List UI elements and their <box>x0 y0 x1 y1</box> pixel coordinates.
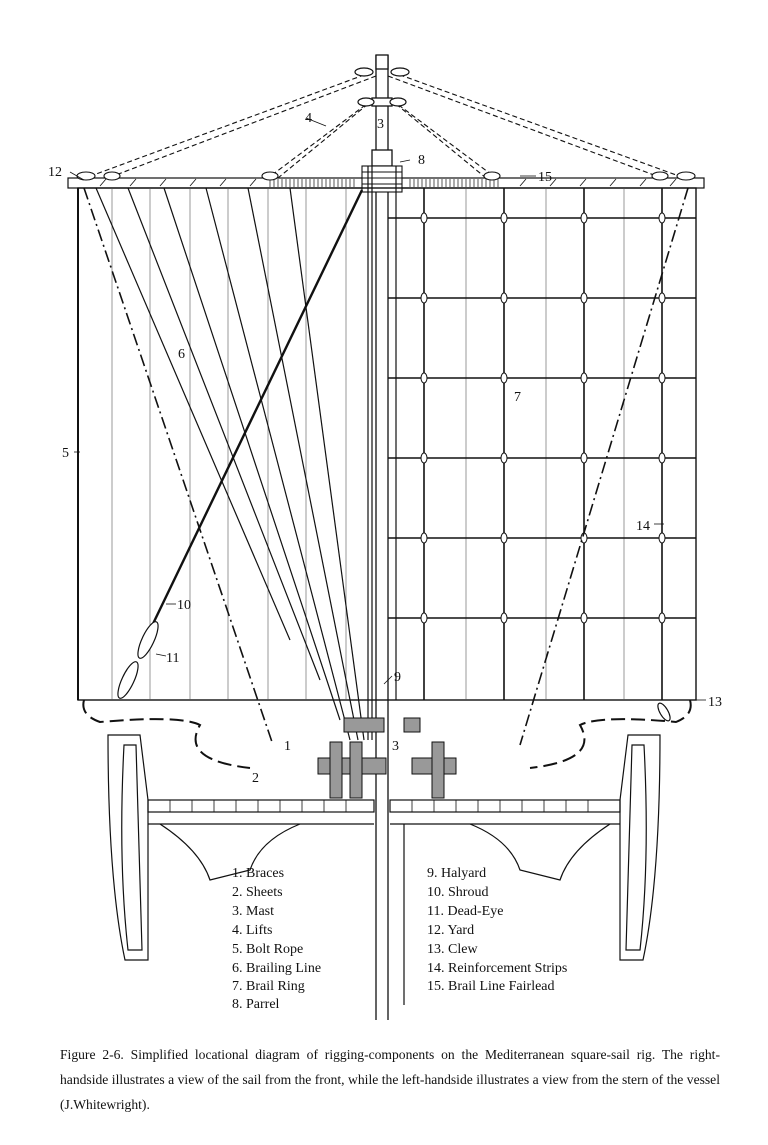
legend-item: 12. Yard <box>427 923 475 938</box>
legend-item: 3. Mast <box>232 904 274 919</box>
hull <box>108 735 660 1005</box>
legend-item: 8. Parrel <box>232 997 280 1012</box>
legend-item: 4. Lifts <box>232 923 273 938</box>
label-9: 9 <box>394 670 401 685</box>
legend-item: 15. Brail Line Fairlead <box>427 979 555 994</box>
legend-item: 14. Reinforcement Strips <box>427 961 568 976</box>
label-11: 11 <box>166 651 180 666</box>
halyard <box>368 166 396 740</box>
label-3-top: 3 <box>377 117 384 132</box>
legend-item: 5. Bolt Rope <box>232 942 304 957</box>
legend-left <box>232 866 321 1012</box>
legend-right <box>427 866 567 994</box>
label-2: 2 <box>252 771 259 786</box>
label-10: 10 <box>177 598 191 613</box>
label-14: 14 <box>636 519 650 534</box>
sheets <box>83 700 690 768</box>
label-3-base: 3 <box>392 739 399 754</box>
legend-item: 13. Clew <box>427 942 478 957</box>
label-15: 15 <box>538 170 552 185</box>
legend-item: 1. Braces <box>232 866 285 881</box>
label-6: 6 <box>178 347 185 362</box>
reinforcement-strips <box>388 188 696 700</box>
legend-item: 2. Sheets <box>232 885 283 900</box>
legend-item: 11. Dead-Eye <box>427 904 504 919</box>
shroud <box>150 190 362 630</box>
figure-caption: Figure 2-6. Simplified locational diagram of rigging-components on the Mediterranean square-sail rig. The right-handside illustrates a view of the sail from the front, while the left-handside illustrates a view from the stern of the vessel (J.Whitewright). <box>60 1047 720 1112</box>
mast-step <box>318 718 456 798</box>
label-1: 1 <box>284 739 291 754</box>
label-8: 8 <box>418 153 425 168</box>
label-7: 7 <box>514 390 521 405</box>
legend-item: 6. Brailing Line <box>232 961 322 976</box>
legend-item: 7. Brail Ring <box>232 979 305 994</box>
legend-item: 10. Shroud <box>427 885 489 900</box>
label-13: 13 <box>708 695 722 710</box>
legend-item: 9. Halyard <box>427 866 487 881</box>
label-5: 5 <box>62 446 69 461</box>
brail-rings <box>421 213 665 623</box>
label-4: 4 <box>305 111 312 126</box>
label-12: 12 <box>48 165 62 180</box>
